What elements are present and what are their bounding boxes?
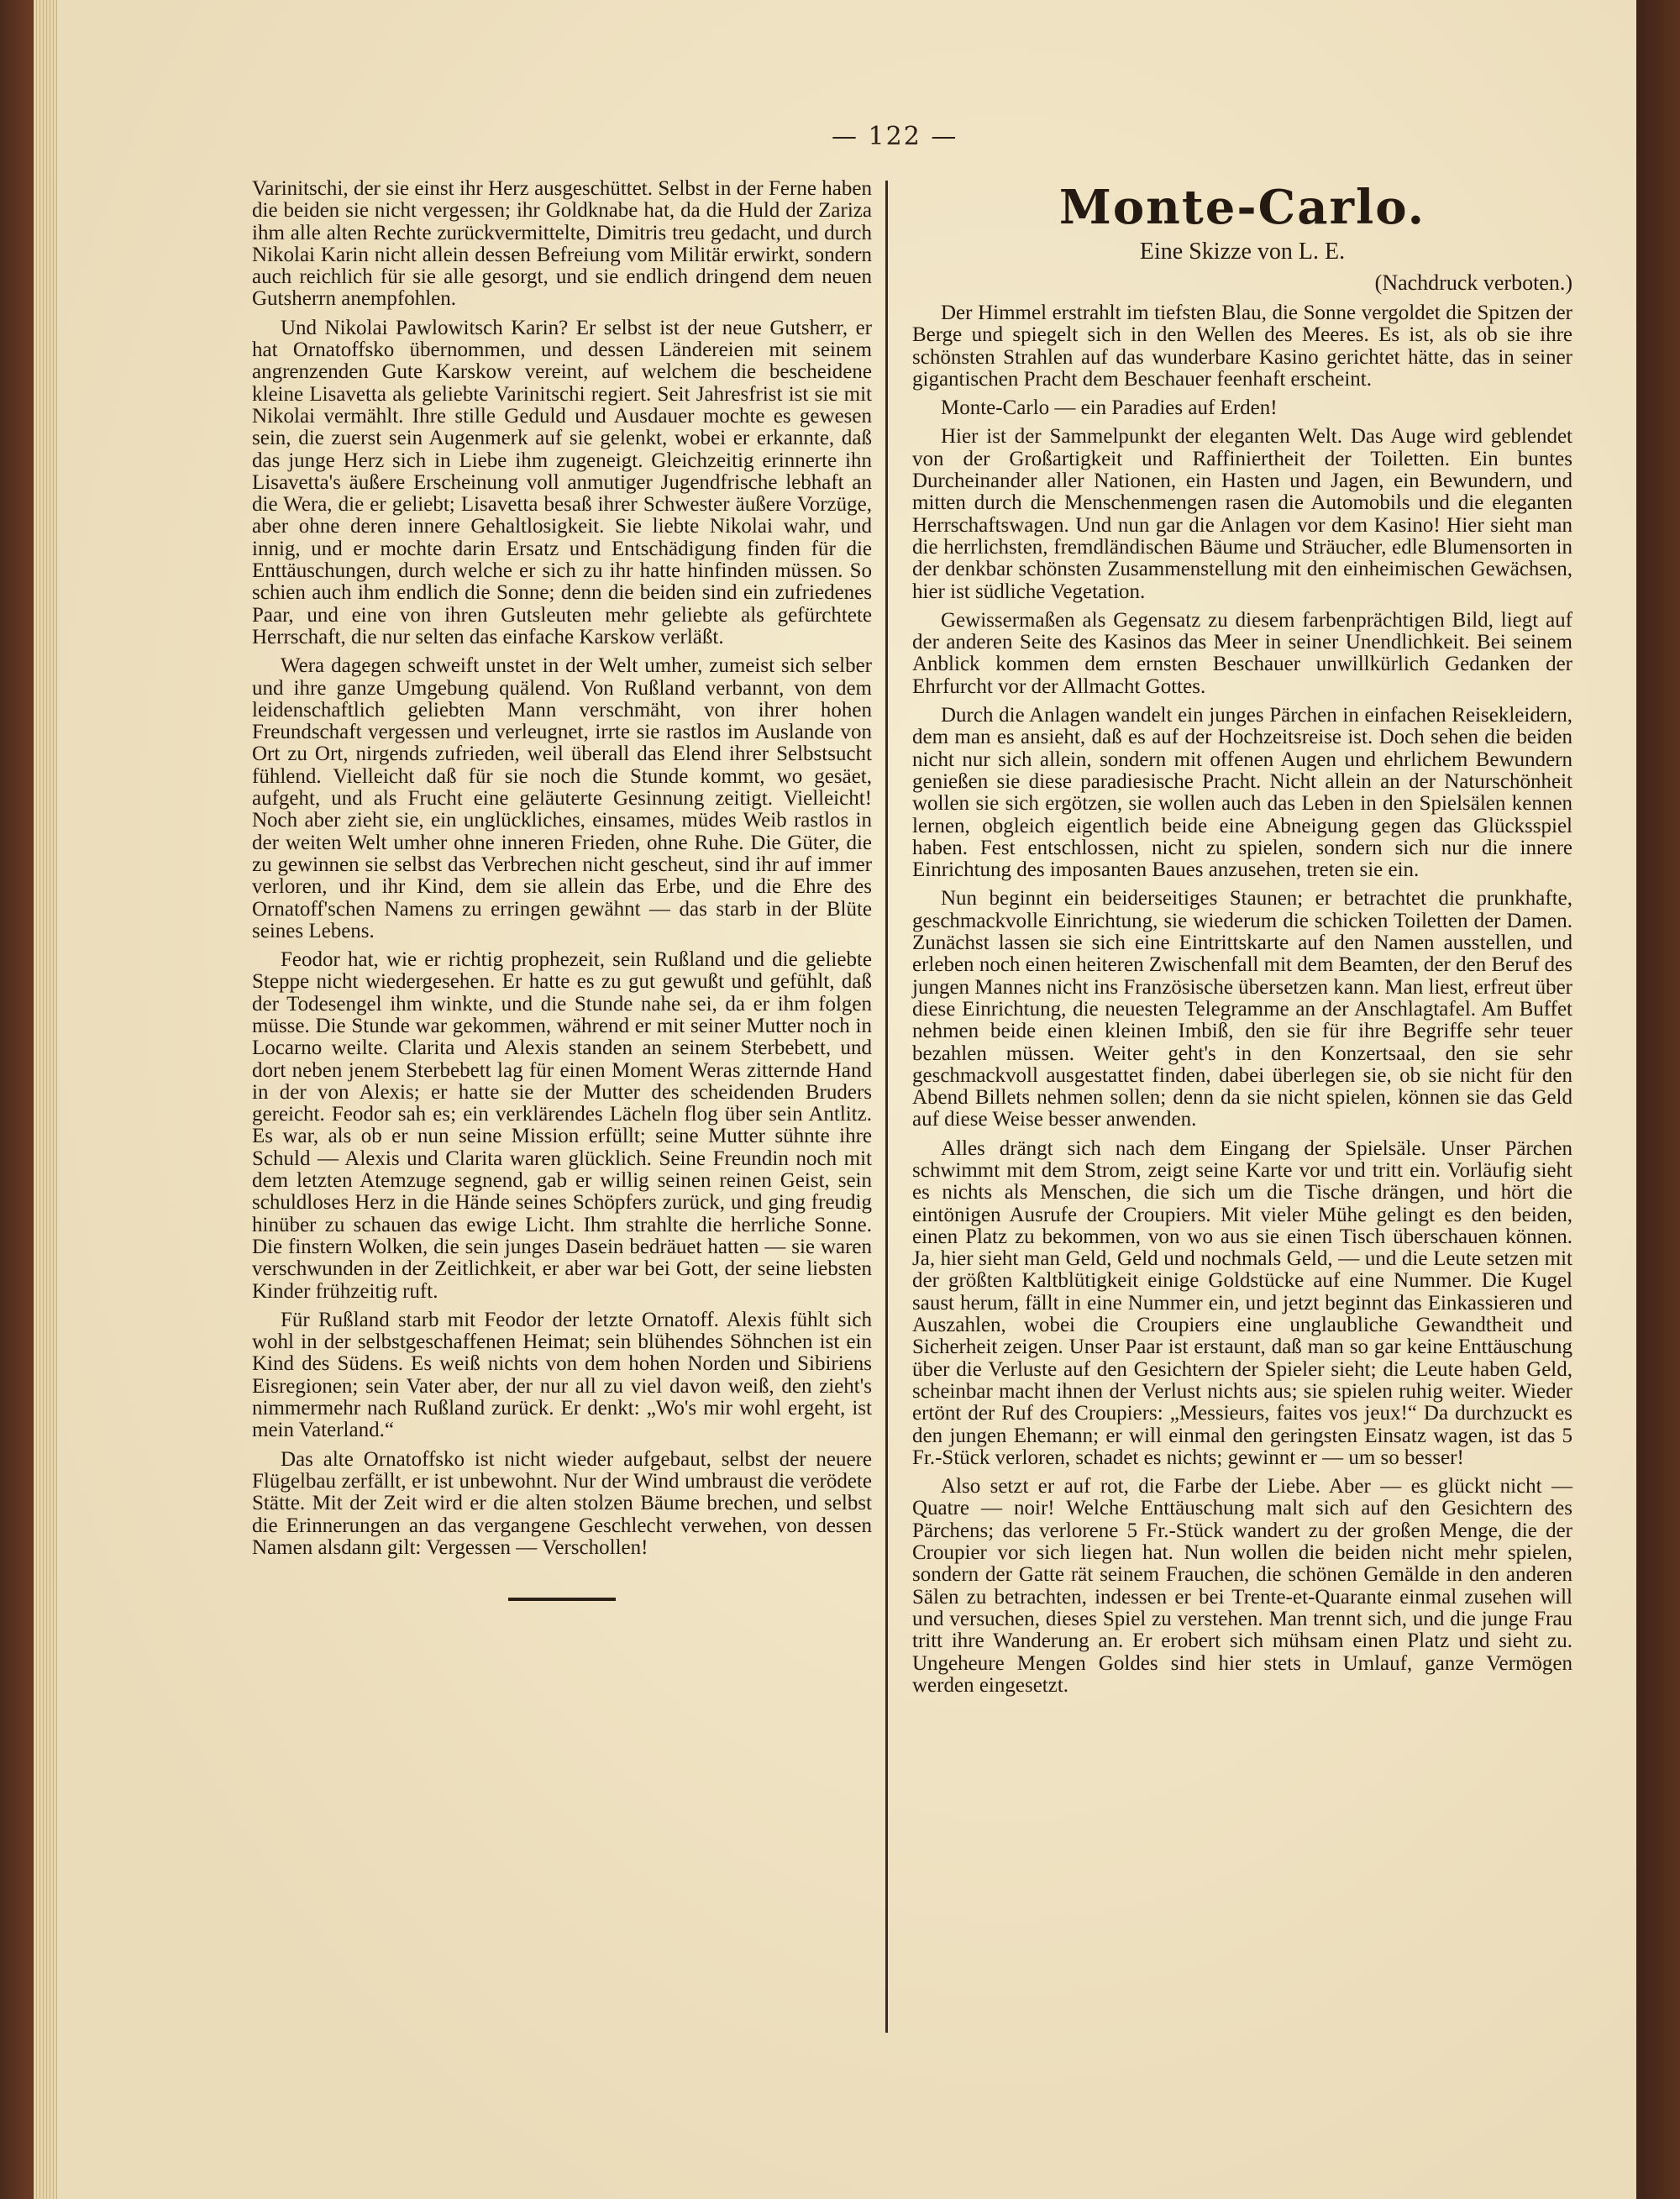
paragraph: Durch die Anlagen wandelt ein junges Pärchen in einfachen Reisekleidern, dem man es ansieht, daß es auf der Hochzeitsreise ist. Doch sehen die beiden nicht nur sich allein, sondern mit offenen Augen und ehrlichem Bewundern genießen sie diese paradiesische Pracht. Nicht allein an der Naturschönheit wollen sie sich ergötzen, sie wollen auch das Leben in den Spielsälen kennen lernen, obgleich eigentlich beide eine Abneigung gegen das Glücksspiel haben. Fest entschlossen, nicht zu spielen, sondern sich nur die innere Einrichtung des imposanten Baues anzusehen, treten sie ein. [912, 704, 1572, 882]
right-column [912, 178, 1572, 1703]
paragraph: Und Nikolai Pawlowitsch Karin? Er selbst ist der neue Gutsherr, er hat Ornatoffsko übernommen, und dessen Ländereien mit seinem angrenzenden Gute Karskow vereint, auf welchem die bescheidene kleine Lisavetta als geliebte Varinitschi regiert. Seit Jahresfrist ist sie mit Nikolai vermählt. Ihre stille Geduld und Ausdauer mochte es gewesen sein, die zuerst sein Augenmerk auf sie gelenkt, wobei er erkannte, daß das junge Herz sich in Liebe ihm zugeneigt. Gleichzeitig erinnerte ihn Lisavetta's äußere Erscheinung voll anmutiger Jugendfrische lebhaft an die Wera, die er geliebt; Lisavetta besaß ihrer Schwester äußere Vorzüge, aber ohne deren innere Gehaltlosigkeit. Sie liebte Nikolai wahr, und innig, und er mochte darin Ersatz und Entschädigung finden für die Enttäuschungen, durch welche er sich zu ihr hatte hinfinden müssen. So schien auch ihm endlich die Sonne; denn die beiden sind ein zufriedenes Paar, und eine von ihren Gutsleuten mehr geliebte als gefürchtete Herrschaft, die nur selten das einfache Karskow verläßt. [252, 316, 872, 648]
paragraph: Wera dagegen schweift unstet in der Welt umher, zumeist sich selber und ihre ganze Umgebung quälend. Von Rußland verbannt, von dem leidenschaftlich geliebten Mann verschmäht, von ihrer hohen Freundschaft vergessen und verleugnet, irrte sie rastlos im Auslande von Ort zu Ort, nirgends zufrieden, weil überall das Elend ihrer Selbstsucht fühlend. Vielleicht daß für sie noch die Stunde kommt, wo gesäet, aufgeht, und als Frucht eine geläuterte Gesinnung zeitigt. Vielleicht! Noch aber zieht sie, ein unglückliches, einsames, müdes Weib rastlos in der weiten Welt umher ohne inneren Frieden, ohne Ruhe. Die Güter, die zu gewinnen sie selbst das Verbrechen nicht gescheut, sind ihr auf immer verloren, und ihr Kind, dem sie allein das Erbe, und die Ehre des Ornatoff'schen Namens zu erringen gewähnt — das starb in der Blüte seines Lebens. [252, 654, 872, 942]
paragraph: Alles drängt sich nach dem Eingang der Spielsäle. Unser Pärchen schwimmt mit dem Strom, zeigt seine Karte vor und tritt ein. Vorläufig sieht es nichts als Menschen, die sich um die Tische drängen, und hört die eintönigen Ausrufe der Croupiers. Mit vieler Mühe gelingt es den beiden, einen Platz zu bekommen, von wo aus sie einen Tisch überschauen können. Ja, hier sieht man Geld, Geld und nochmals Geld, — und die Leute setzen mit der größten Kaltblütigkeit einige Goldstücke auf eine Nummer. Die Kugel saust herum, fällt in eine Nummer ein, und jetzt beginnt das Einkassieren und Auszahlen, wobei die Croupiers eine unglaubliche Gewandtheit und Sicherheit zeigen. Unser Paar ist erstaunt, daß man so gar keine Enttäuschung über die Verluste auf den Gesichtern der Spieler sieht; die Leute haben Geld, scheinbar macht ihnen der Verlust nichts aus; sie spielen ruhig weiter. Wieder ertönt der Ruf des Croupiers: „Messieurs, faites vos jeux!“ Da durchzuckt es den jungen Ehemann; er will einmal den geringsten Einsatz wagen, ist das 5 Fr.-Stück verloren, schadet es nichts; gewinnt er — um so besser! [912, 1136, 1572, 1469]
article-title: Monte-Carlo. [1058, 180, 1426, 235]
paragraph: Hier ist der Sammelpunkt der eleganten Welt. Das Auge wird geblendet von der Großartigkeit und Raffiniertheit der Toiletten. Ein buntes Durcheinander aller Nationen, ein Hasten und Jagen, ein Bewundern, und mitten durch die Menschenmengen rasen die Automobils und die eleganten Herrschaftswagen. Und nun gar die Anlagen vor dem Kasino! Hier sieht man die herrlichsten, fremdländischen Bäume und Sträucher, edle Blumensorten in der denkbar schönsten Zusammenstellung mit den einheimischen Gewächsen, hier ist südliche Vegetation. [912, 425, 1572, 603]
book-cover-edge [1636, 0, 1680, 2199]
paragraph: Gewissermaßen als Gegensatz zu diesem farbenprächtigen Bild, liegt auf der anderen Seite des Kasinos das Meer in seiner Unendlichkeit. Bei seinem Anblick kommen dem ernsten Beschauer unwillkürlich Gedanken der Ehrfurcht vor der Allmacht Gottes. [912, 608, 1572, 698]
reprint-notice: (Nachdruck verboten.) [1374, 270, 1572, 295]
end-rule [508, 1598, 616, 1601]
column-divider [885, 181, 888, 2033]
article-subtitle: Eine Skizze von L. E. [1139, 239, 1346, 265]
paragraph: Nun beginnt ein beiderseitiges Staunen; er betrachtet die prunkhafte, geschmackvolle Einrichtung, sie wiederum die schicken Toiletten der Damen. Zunächst lassen sie sich eine Eintrittskarte auf den Namen ausstellen, und erleben noch einen heiteren Zwischenfall mit dem Beamten, der den Beruf des jungen Mannes nicht ins Französische übersetzen kann. Man liest, erfreut über diese Einrichtung, die neuesten Telegramme an der Anschlagtafel. Am Buffet nehmen beide einen kleinen Imbiß, den sie für ihre Begriffe sehr teuer bezahlen müssen. Weiter geht's in den Konzertsaal, den sie sehr geschmackvoll ausgestattet finden, dabei überlegen sie, ob sie nicht für den Abend Billets nehmen sollen; denn da sie nicht spielen, können sie das Geld auf diese Weise besser anwenden. [912, 887, 1572, 1131]
paragraph: Feodor hat, wie er richtig prophezeit, sein Rußland und die geliebte Steppe nicht wiedergesehen. Er hatte es zu gut gewußt und gefühlt, daß der Todesengel ihm winkte, und die Stunde nahe sei, da er ihm folgen müsse. Die Stunde war gekommen, während er mit seiner Mutter noch in Locarno weilte. Clarita und Alexis standen an seinem Sterbebett, und dort neben jenem Sterbebett lag für einen Moment Weras zitternde Hand in der von Alexis; er hatte sie der Mutter des scheidenden Bruders gereicht. Feodor sah es; ein verklärendes Lächeln flog über sein Antlitz. Es war, als ob er nun seine Mission erfüllt; seine Mutter sühnte ihre Schuld — Alexis und Clarita waren glücklich. Seine Freundin noch mit dem letzten Atemzuge segnend, gab er willig seinen reinen Geist, sein schuldloses Herz in die Hände seines Schöpfers zurück, und ging freudig hinüber zu schauen das ewige Licht. Ihm strahlte die herrliche Sonne. Die finstern Wolken, die sein junges Dasein bedräuet hatten — sie waren verschwunden in der Zeitlichkeit, er aber war bei Gott, der seine liebsten Kinder frühzeitig ruft. [252, 948, 872, 1303]
paragraph: Also setzt er auf rot, die Farbe der Liebe. Aber — es glückt nicht — Quatre — noir! Welche Enttäuschung malt sich auf den Gesichtern des Pärchens; das verlorene 5 Fr.-Stück wandert zu der großen Menge, die der Croupier vor sich liegen hat. Nun wollen die beiden nicht mehr spielen, sondern der Gatte rät seinem Frauchen, die schönen Gemälde in den anderen Sälen zu betrachten, indessen er bei Trente-et-Quarante einmal zusehen will und versuchen, dieses Spiel zu verstehen. Man trennt sich, und die junge Frau tritt ihre Wanderung an. Er erobert sich mühsam einen Platz und sieht zu. Ungeheure Mengen Goldes sind hier stets in Umlauf, ganze Vermögen werden eingesetzt. [912, 1475, 1572, 1697]
page-number: — 122 — [832, 122, 958, 151]
paragraph: Varinitschi, der sie einst ihr Herz ausgeschüttet. Selbst in der Ferne haben die beiden sie nicht vergessen; ihr Goldknabe hat, da die Huld der Zariza ihm alle alten Rechte zurückvermittelte, Dimitris treu gedacht, und durch Nikolai Karin nicht allein dessen Befreiung vom Militär erwirkt, sondern auch reichlich für sie alle gesorgt, und sie endlich dringend dem neuen Gutsherrn anempfohlen. [252, 177, 872, 311]
paragraph: Der Himmel erstrahlt im tiefsten Blau, die Sonne vergoldet die Spitzen der Berge und spiegelt sich in den Wellen des Meeres. Es ist, als ob sie ihre schönsten Strahlen auf das wunderbare Kasino gerichtet hätte, das in seiner gigantischen Pracht dem Beschauer feenhaft erscheint. [912, 302, 1572, 391]
paragraph: Für Rußland starb mit Feodor der letzte Ornatoff. Alexis fühlt sich wohl in der selbstgeschaffenen Heimat; sein blühendes Söhnchen ist ein Kind des Südens. Es weiß nichts von dem hohen Norden und Sibiriens Eisregionen; sein Vater aber, der nur all zu viel davon weiß, den zieht's nimmermehr nach Rußland zurück. Er denkt: „Wo's mir wohl ergeht, ist mein Vaterland.“ [252, 1308, 872, 1442]
paragraph: Monte-Carlo — ein Paradies auf Erden! [941, 396, 1278, 420]
paragraph: Das alte Ornatoffsko ist nicht wieder aufgebaut, selbst der neuere Flügelbau zerfällt, er ist unbewohnt. Nur der Wind umbraust die verödete Stätte. Mit der Zeit wird er die alten stolzen Bäume brechen, und selbst die Erinnerungen an das vergangene Geschlecht verwehen, von dessen Namen alsdann gilt: Vergessen — Verschollen! [252, 1447, 872, 1559]
left-column [252, 178, 872, 1601]
